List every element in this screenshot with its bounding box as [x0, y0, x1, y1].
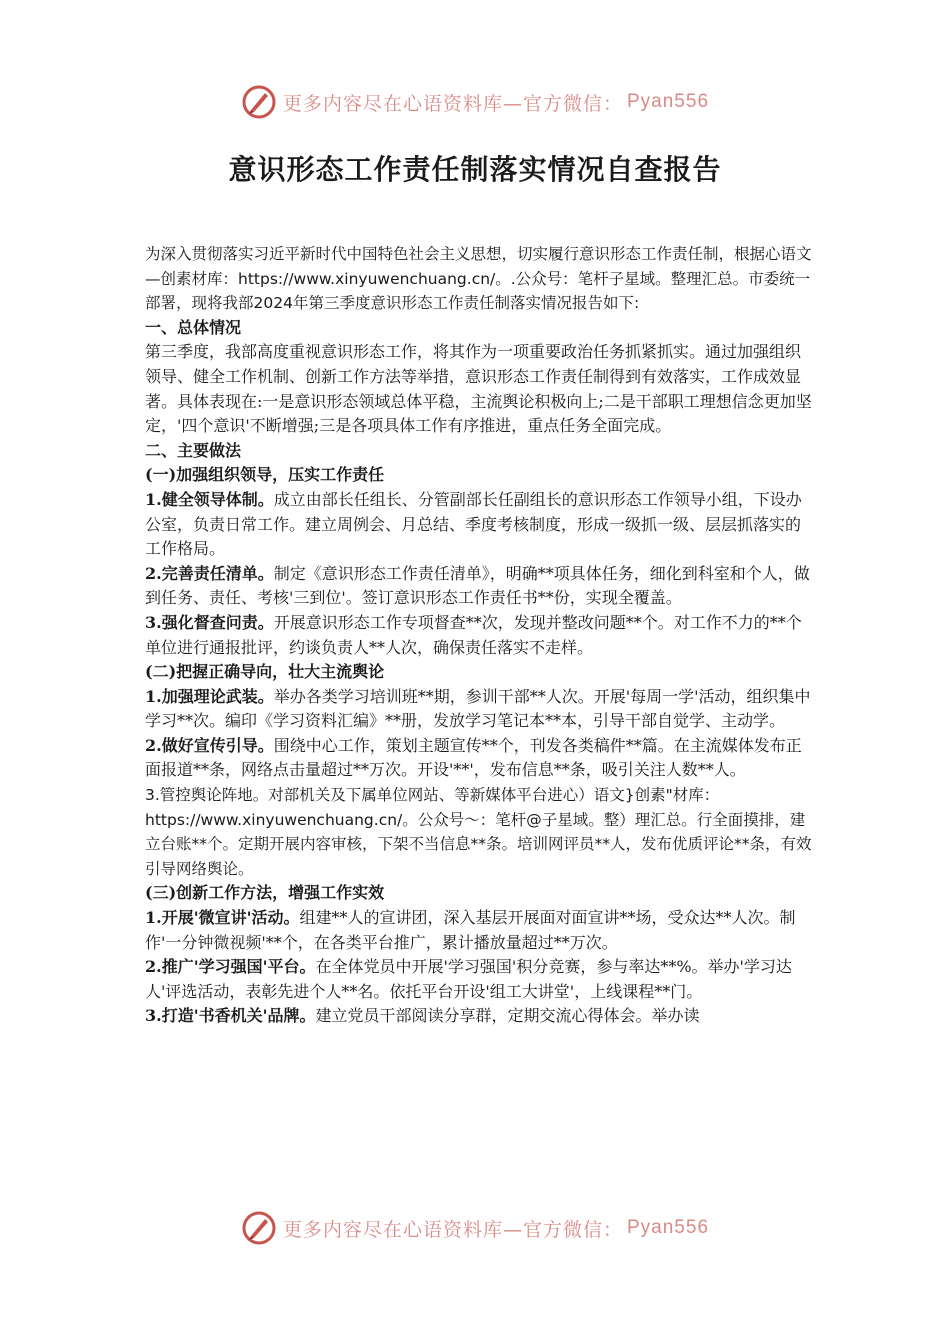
- watermark-text: 更多内容尽在心语资料库—官方微信：: [282, 1218, 623, 1241]
- section-heading: 一、总体情况: [145, 317, 242, 337]
- watermark-wechat-id: Pyan556: [627, 1217, 710, 1238]
- item-label: 1.健全领导体制。: [145, 489, 274, 509]
- item-text: 成立由部长任组长、分管副部长任副组长的意识形态工作领导小组，下设办公室，负责日常工作。建立周例会、月总结、季度考核制度，形成一级抓一级、层层抓落实的工作格局。: [145, 489, 802, 559]
- item-label: 2.完善责任清单。: [145, 563, 274, 583]
- list-item: 3.管控舆论阵地。对部机关及下属单位网站、等新媒体平台进心）语文}创素"材库：https://www.xinyuwenchuang.cn/。公众号～：笔杆@子星域。整）理汇总。行全面摸排，建立台账**个。定期开展内容审核，下架不当信息**条。培训网评员**人，发布优质评论**条，有效引导网络舆论。: [145, 786, 812, 878]
- item-label: 3.强化督查问责。: [145, 612, 274, 632]
- item-text: 建立党员干部阅读分享群，定期交流心得体会。举办读: [315, 1006, 700, 1026]
- list-item: [145, 906, 815, 955]
- subsection-heading: (三)创新工作方法，增强工作实效: [145, 883, 385, 903]
- item-label: 2.做好宣传引导。: [145, 735, 274, 755]
- document-body: [145, 242, 815, 1029]
- item-text: 围绕中心工作，策划主题宣传**个，刊发各类稿件**篇。在主流媒体发布正面报道**条，网络点击量超过**万次。开设'**'，发布信息**条，吸引关注人数**人。: [145, 735, 802, 780]
- item-text: 在全体党员中开展'学习强国'积分竞赛，参与率达**%。举办'学习达人'评选活动，表彰先进个人**名。依托平台开设'组工大讲堂'，上线课程**门。: [145, 957, 792, 1001]
- subsection-heading: (二)把握正确导向，壮大主流舆论: [145, 662, 385, 682]
- document-title: 意识形态工作责任制落实情况自查报告: [228, 153, 722, 186]
- item-text: 制定《意识形态工作责任清单》，明确**项具体任务，细化到科室和个人，做到任务、责任、考核'三到位'。签订意识形态工作责任书**份，实现全覆盖。: [145, 563, 810, 608]
- item-label: 3.打造'书香机关'品牌。: [145, 1006, 316, 1026]
- item-label: 2.推广'学习强国'平台。: [145, 957, 316, 977]
- item-text: 开展意识形态工作专项督查**次，发现并整改问题**个。对工作不力的**个单位进行通报批评，约谈负责人**人次，确保责任落实不走样。: [145, 612, 802, 657]
- pen-logo-icon: [241, 1210, 277, 1246]
- watermark-banner-bottom: [0, 1208, 950, 1248]
- list-item: [145, 562, 815, 611]
- item-label: 1.开展'微宣讲'活动。: [145, 908, 300, 928]
- intro-paragraph: 为深入贯彻落实习近平新时代中国特色社会主义思想，切实履行意识形态工作责任制，根据心语文—创素材库：https://www.xinyuwenchuang.cn/。.公众号：笔杆子星域。整理汇总。市委统一部署，现将我部2024年第三季度意识形态工作责任制落实情况报告如下:: [145, 245, 812, 313]
- subsection-heading: (一)加强组织领导，压实工作责任: [145, 465, 385, 485]
- list-item: [145, 488, 815, 562]
- paragraph: 第三季度，我部高度重视意识形态工作，将其作为一项重要政治任务抓紧抓实。通过加强组织领导、健全工作机制、创新工作方法等举措，意识形态工作责任制得到有效落实，工作成效显著。具体表现在:一是意识形态领域总体平稳，主流舆论积极向上;二是干部职工理想信念更加坚定，'四个意识'不断增强;三是各项具体工作有序推进，重点任务全面完成。: [145, 342, 812, 436]
- list-item: [145, 1004, 815, 1029]
- watermark-wechat-id: Pyan556: [627, 91, 710, 112]
- list-item: [145, 734, 815, 783]
- item-text: 举办各类学习培训班**期，参训干部**人次。开展'每周一学'活动，组织集中学习**次。编印《学习资料汇编》**册，发放学习笔记本**本，引导干部自觉学、主动学。: [145, 686, 811, 731]
- item-text: 组建**人的宣讲团，深入基层开展面对面宣讲**场，受众达**人次。制作'一分钟微视频'**个，在各类平台推广，累计播放量超过**万次。: [145, 908, 796, 952]
- list-item: [145, 685, 815, 734]
- pen-logo-icon: [241, 84, 277, 120]
- list-item: [145, 955, 815, 1004]
- section-heading: 二、主要做法: [145, 440, 242, 460]
- item-label: 1.加强理论武装。: [145, 686, 274, 706]
- watermark-text: 更多内容尽在心语资料库—官方微信：: [282, 92, 623, 115]
- watermark-banner-top: [0, 82, 950, 122]
- list-item: [145, 611, 815, 660]
